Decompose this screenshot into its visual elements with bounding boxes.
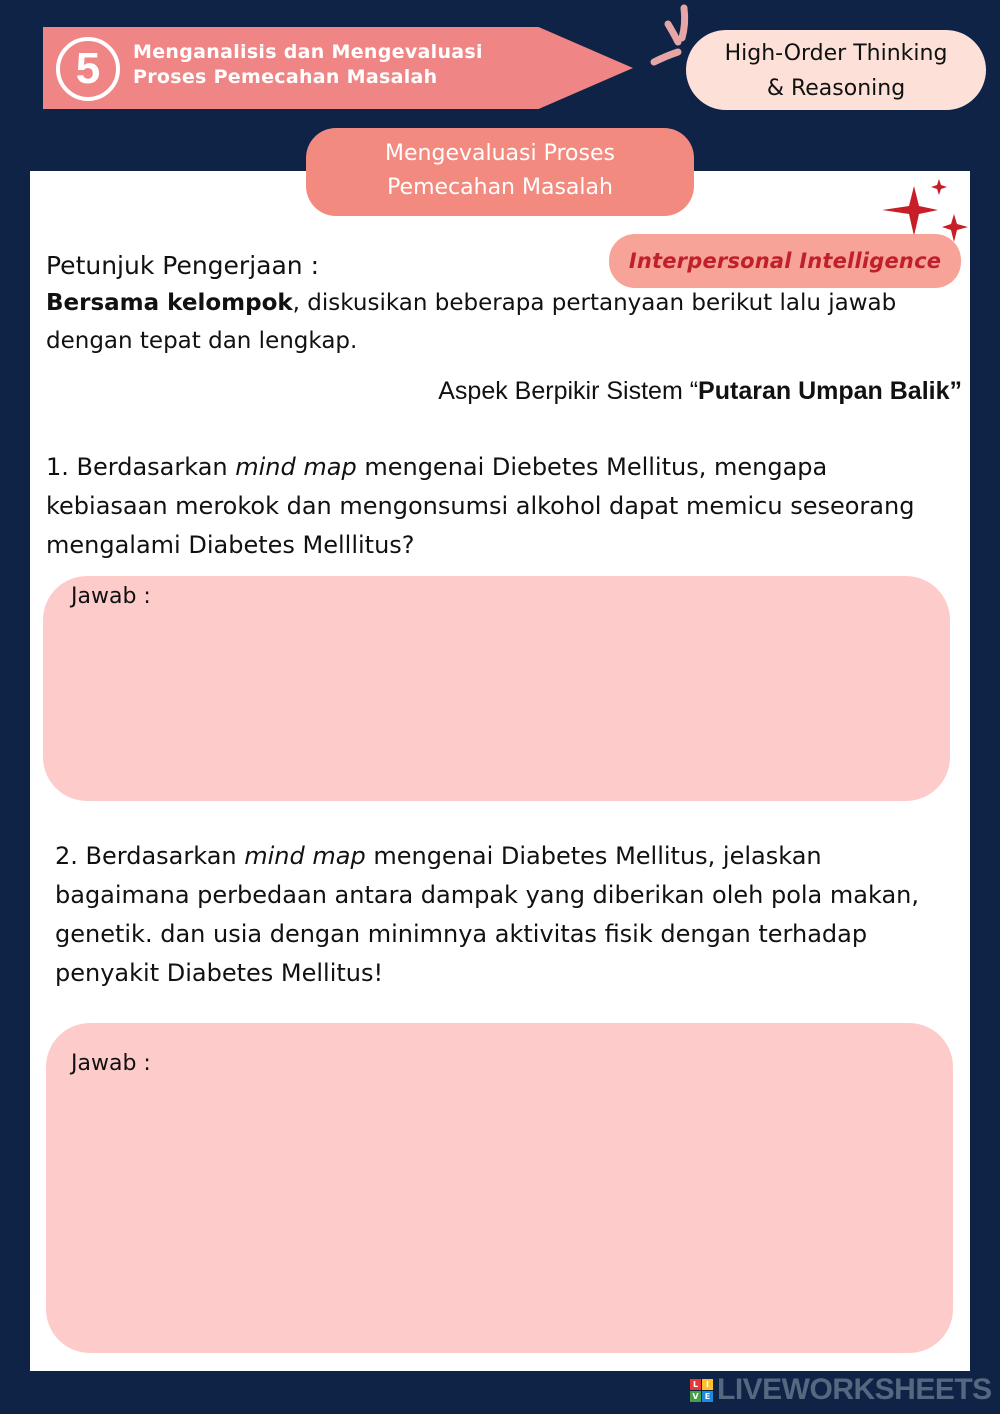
logo-letter-i: I (702, 1379, 713, 1390)
answer-2-field[interactable] (46, 1023, 953, 1353)
subheader-badge (306, 128, 694, 216)
instructions-bold: Bersama kelompok (46, 290, 293, 316)
question-1 (46, 448, 926, 565)
hot-badge-line1: High-Order Thinking (724, 41, 948, 66)
question-1-before: 1. Berdasarkan (46, 453, 236, 481)
hot-badge-line2: & Reasoning (766, 76, 906, 101)
liveworksheets-logo-icon (690, 1379, 713, 1402)
section-title (133, 40, 553, 90)
answer-1-label: Jawab : (71, 584, 151, 609)
logo-letter-e: E (702, 1391, 713, 1402)
logo-letter-v: V (690, 1391, 701, 1402)
question-2-after: mengenai Diabetes Mellitus, jelaskan bagaimana perbedaan antara dampak yang diberikan oleh pola makan, genetik. dan usia dengan minimnya aktivitas fisik dengan terhadap penyakit Diabetes Mellitus! (55, 842, 919, 987)
aspect-prefix: Aspek Berpikir Sistem “ (438, 377, 699, 405)
hot-badge (686, 30, 986, 110)
instructions-text (46, 284, 946, 360)
section-title-line2: Proses Pemecahan Masalah (133, 66, 438, 88)
answer-2-label: Jawab : (71, 1051, 151, 1076)
subheader-line2: Pemecahan Masalah (387, 175, 613, 200)
step-number-badge: 5 (56, 37, 120, 101)
intelligence-badge: Interpersonal Intelligence (609, 234, 961, 288)
liveworksheets-logo (690, 1374, 992, 1406)
instructions-heading: Petunjuk Pengerjaan : (46, 251, 320, 280)
section-title-line1: Menganalisis dan Mengevaluasi (133, 41, 483, 63)
liveworksheets-logo-text: LIVEWORKSHEETS (717, 1373, 992, 1406)
aspect-label (438, 372, 962, 410)
question-1-after: mengenai Diebetes Mellitus, mengapa kebiasaan merokok dan mengonsumsi alkohol dapat memicu seseorang mengalami Diabetes Melllitus? (46, 453, 915, 559)
question-2-italic: mind map (244, 842, 366, 870)
instructions-rest: , diskusikan beberapa pertanyaan berikut lalu jawab dengan tepat dan lengkap. (46, 290, 897, 354)
subheader-line1: Mengevaluasi Proses (385, 141, 615, 166)
answer-1-field[interactable] (43, 576, 950, 801)
question-1-italic: mind map (235, 453, 357, 481)
aspect-bold: Putaran Umpan Balik” (698, 377, 962, 405)
question-2 (55, 837, 935, 993)
logo-letter-l: L (690, 1379, 701, 1390)
question-2-before: 2. Berdasarkan (55, 842, 245, 870)
